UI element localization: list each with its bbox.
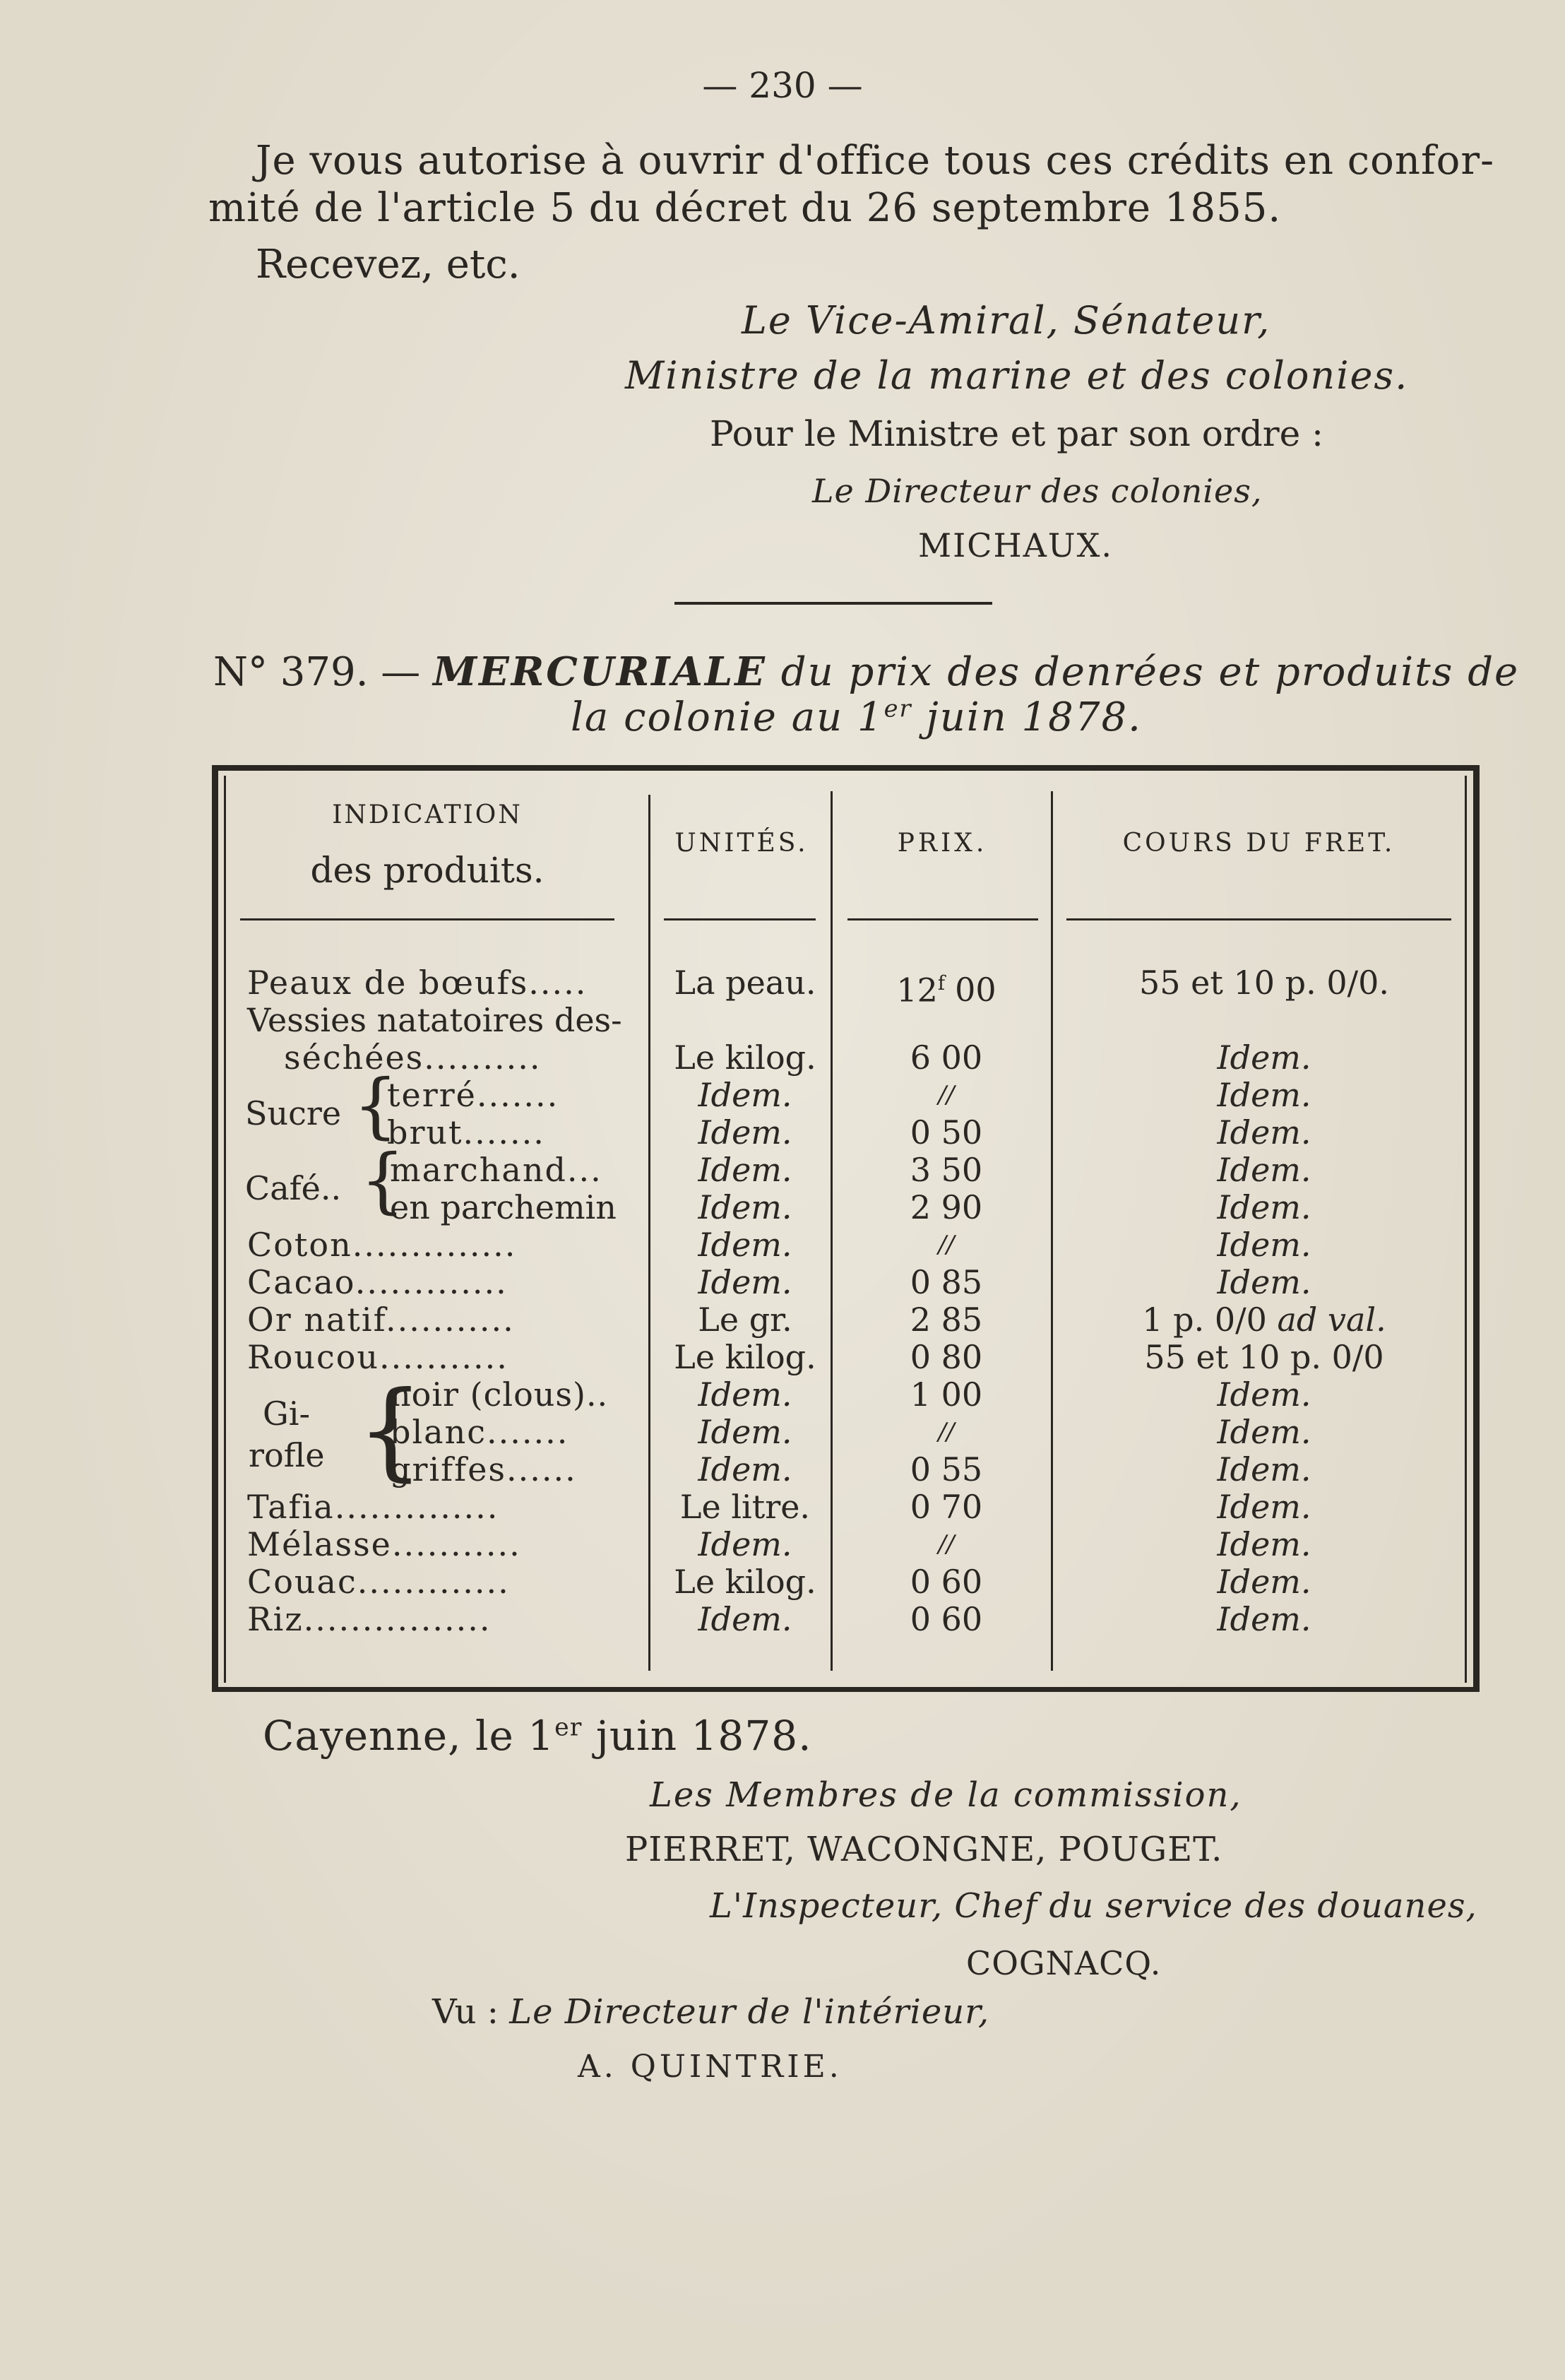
row-product: blanc.......	[390, 1413, 569, 1451]
footer-vu-label: Vu :	[432, 1992, 510, 2032]
price-unit: f	[937, 971, 946, 995]
table-bottom-border	[212, 1687, 1480, 1692]
table-left-inner-border	[224, 776, 226, 1683]
row-product: Couac.............	[247, 1563, 510, 1601]
table-right-inner-border	[1465, 776, 1467, 1683]
row-price	[847, 964, 1045, 1009]
row-unit: Idem.	[698, 1600, 792, 1638]
group-sucre: Sucre	[245, 1094, 342, 1132]
col-sep-3	[1051, 791, 1053, 1671]
heading-line2-pre: la colonie au 1	[571, 694, 884, 740]
footer-vu-name: A. QUINTRIE.	[578, 2049, 843, 2085]
table-left-border	[212, 765, 218, 1692]
row-price: 0 55	[910, 1450, 983, 1488]
row-unit: Idem.	[698, 1525, 792, 1563]
brace-girofle: {	[357, 1369, 424, 1492]
price-dec: 00	[955, 971, 996, 1010]
row-unit: Idem.	[698, 1413, 792, 1451]
footer-date-sup: er	[554, 1713, 583, 1742]
row-freight: Idem.	[1217, 1151, 1311, 1189]
row-product: Cacao.............	[247, 1263, 508, 1301]
brace-cafe: {	[360, 1139, 405, 1221]
row-product: Roucou...........	[247, 1338, 508, 1376]
signature-title-1: Le Vice-Amiral, Sénateur,	[742, 298, 1271, 343]
row-freight	[1066, 1301, 1462, 1339]
row-product: Riz................	[247, 1600, 492, 1638]
group-girofle-1: Gi-	[263, 1395, 311, 1433]
heading-line2-sup: er	[883, 694, 912, 723]
heading-line2-post: juin 1878.	[912, 694, 1142, 740]
header-underline-freight	[1066, 918, 1451, 920]
header-freight: COURS DU FRET.	[1122, 829, 1396, 858]
row-product: Mélasse...........	[247, 1525, 521, 1563]
row-unit: Le litre.	[679, 1488, 811, 1526]
row-price: 0 50	[910, 1113, 983, 1151]
table-right-border	[1473, 765, 1480, 1692]
row-freight: Idem.	[1217, 1450, 1311, 1488]
row-unit: La peau.	[674, 964, 816, 1002]
intro-line-1: Je vous autorise à ouvrir d'office tous ces crédits en confor-	[256, 138, 1495, 184]
row-freight: 55 et 10 p. 0/0	[1144, 1338, 1384, 1376]
row-freight: Idem.	[1217, 1563, 1311, 1601]
signature-name: MICHAUX.	[918, 526, 1113, 564]
row-unit: Idem.	[698, 1113, 792, 1151]
page-number: — 230 —	[702, 65, 863, 106]
header-underline-price	[847, 918, 1038, 920]
row-product: Tafia..............	[247, 1488, 499, 1526]
row-unit: Idem.	[698, 1226, 792, 1264]
mercuriale-heading-line-1	[213, 649, 1519, 695]
row-product: terré.......	[387, 1076, 559, 1114]
row-price: 0 80	[910, 1338, 983, 1376]
footer-date	[263, 1712, 812, 1760]
footer-vu	[432, 1992, 989, 2032]
footer-commission: Les Membres de la commission,	[650, 1775, 1242, 1815]
row-freight: Idem.	[1217, 1263, 1311, 1301]
heading-number: N° 379. —	[213, 649, 434, 695]
row-freight: Idem.	[1217, 1375, 1311, 1414]
separator-rule	[674, 602, 992, 605]
row-freight: Idem.	[1217, 1038, 1311, 1077]
signature-director: Le Directeur des colonies,	[812, 472, 1263, 510]
row-unit: Idem.	[698, 1263, 792, 1301]
row-freight: Idem.	[1217, 1413, 1311, 1451]
row-price: //	[938, 1530, 955, 1558]
col-sep-1	[648, 795, 650, 1671]
row-price: 1 00	[910, 1375, 983, 1414]
row-freight: Idem.	[1217, 1188, 1311, 1226]
footer-inspector-name: COGNACQ.	[966, 1944, 1162, 1982]
mercuriale-heading-line-2	[571, 694, 1142, 740]
row-product: Vessies natatoires des-	[247, 1001, 622, 1039]
row-price: 2 85	[910, 1301, 983, 1339]
row-product: Coton..............	[247, 1226, 517, 1264]
header-product-top: INDICATION	[332, 800, 523, 829]
row-price: 0 60	[910, 1563, 983, 1601]
signature-title-2: Ministre de la marine et des colonies.	[625, 353, 1409, 398]
row-freight: Idem.	[1217, 1600, 1311, 1638]
row-freight: Idem.	[1217, 1113, 1311, 1151]
heading-keyword: MERCURIALE	[433, 649, 767, 695]
row-freight: Idem.	[1217, 1076, 1311, 1114]
heading-rest: du prix des denrées et produits de	[766, 649, 1520, 695]
row-unit: Idem.	[698, 1151, 792, 1189]
header-underline-units	[664, 918, 816, 920]
row-product: Peaux de bœufs.....	[247, 964, 588, 1002]
row-product: brut.......	[387, 1113, 545, 1151]
header-units: UNITÉS.	[674, 829, 809, 858]
intro-line-2: mité de l'article 5 du décret du 26 septembre 1855.	[208, 185, 1282, 231]
group-girofle-2: rofle	[249, 1436, 325, 1474]
row-unit: Le kilog.	[674, 1563, 816, 1601]
row-unit: Idem.	[698, 1076, 792, 1114]
row-unit: Le gr.	[698, 1301, 792, 1339]
row-price: //	[938, 1081, 955, 1109]
header-underline-products	[240, 918, 614, 920]
footer-vu-text: Le Directeur de l'intérieur,	[509, 1992, 990, 2032]
row-unit: Idem.	[698, 1375, 792, 1414]
header-product-bottom: des produits.	[310, 850, 545, 891]
footer-date-pre: Cayenne, le 1	[263, 1712, 555, 1760]
header-price: PRIX.	[897, 829, 988, 858]
row-product: séchées..........	[284, 1038, 542, 1077]
signature-order: Pour le Ministre et par son ordre :	[710, 413, 1323, 454]
freight-pre: 1 p. 0/0	[1142, 1301, 1278, 1339]
footer-inspector: L'Inspecteur, Chef du service des douanes,	[710, 1886, 1477, 1926]
table-top-border	[212, 765, 1480, 771]
brace-sucre: {	[353, 1064, 398, 1147]
row-price: //	[938, 1418, 955, 1446]
row-unit: Le kilog.	[674, 1338, 816, 1376]
price-int: 12	[896, 971, 938, 1010]
row-unit: Le kilog.	[674, 1038, 816, 1077]
row-freight: Idem.	[1217, 1525, 1311, 1563]
row-price: 0 85	[910, 1263, 983, 1301]
row-freight: Idem.	[1217, 1488, 1311, 1526]
freight-italic: ad val.	[1277, 1301, 1386, 1339]
row-freight: Idem.	[1217, 1226, 1311, 1264]
row-price: 6 00	[910, 1038, 983, 1077]
footer-members: PIERRET, WACONGNE, POUGET.	[625, 1830, 1223, 1869]
row-unit: Idem.	[698, 1450, 792, 1488]
row-product: Or natif...........	[247, 1301, 515, 1339]
row-freight: 55 et 10 p. 0/0.	[1139, 964, 1389, 1002]
row-price: 0 70	[910, 1488, 983, 1526]
intro-line-3: Recevez, etc.	[256, 242, 520, 288]
row-price: //	[938, 1231, 955, 1259]
footer-date-post: juin 1878.	[582, 1712, 812, 1760]
row-product: marchand...	[390, 1151, 602, 1189]
row-price: 2 90	[910, 1188, 983, 1226]
row-product: noir (clous)..	[390, 1375, 609, 1414]
row-unit: Idem.	[698, 1188, 792, 1226]
group-cafe: Café..	[245, 1169, 342, 1207]
row-product: griffes......	[390, 1450, 577, 1488]
row-price: 3 50	[910, 1151, 983, 1189]
row-product: en parchemin	[390, 1188, 617, 1226]
row-price: 0 60	[910, 1600, 983, 1638]
